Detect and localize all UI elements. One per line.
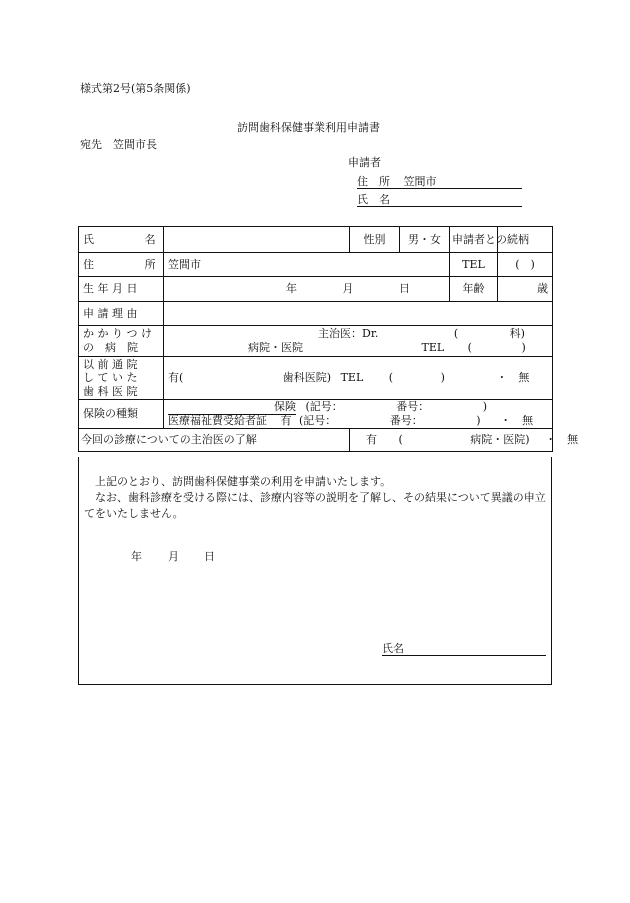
family-tel-open: ( xyxy=(467,341,472,354)
insurance-label: 保険の種類 xyxy=(79,400,164,429)
declaration-year: 年 xyxy=(131,550,142,563)
row-consent xyxy=(79,429,553,452)
birth-value xyxy=(164,277,450,302)
name-label: 氏 名 xyxy=(79,227,164,253)
row-family-doctor xyxy=(79,326,553,357)
doctor-text: 主治医：Dr. xyxy=(318,327,379,341)
welfare-close: ) xyxy=(476,413,481,427)
row-birth xyxy=(79,277,553,302)
address-label: 住 所 xyxy=(79,253,164,277)
family-doctor-line-2 xyxy=(168,341,548,355)
applicant-name-line xyxy=(357,194,522,207)
age-label: 年齢 xyxy=(450,277,498,302)
address-tel-value: ( ) xyxy=(498,253,553,277)
welfare-number-label: 番号： xyxy=(389,413,423,427)
row-name xyxy=(79,227,553,253)
previous-dentist-value xyxy=(164,357,553,400)
declaration-month: 月 xyxy=(168,550,179,563)
gender-label: 性別 xyxy=(350,227,400,253)
previous-dentist-label-1: 以 前 通 院 xyxy=(83,358,138,372)
applicant-address-value: 笠間市 xyxy=(403,175,437,188)
family-tel-label: TEL xyxy=(421,341,445,354)
consent-have: 有 xyxy=(366,433,377,447)
insurance-line-1 xyxy=(168,401,548,415)
relation-label xyxy=(450,227,529,253)
welfare-none: ・ 無 xyxy=(500,413,534,427)
reason-label: 申 請 理 由 xyxy=(79,302,164,326)
consent-paren: ( xyxy=(398,433,403,447)
birth-month: 月 xyxy=(342,282,354,296)
addressee: 宛先 笠間市長 xyxy=(80,138,157,151)
dept-paren-close: 科) xyxy=(509,327,525,341)
relation-label-text: 申請者との続柄 xyxy=(452,232,529,246)
consent-value xyxy=(350,429,579,452)
family-doctor-value xyxy=(164,326,553,357)
insurance-symbol-label: (記号： xyxy=(305,399,343,413)
previous-tel-close: ) xyxy=(440,371,445,385)
row-previous-dentist xyxy=(79,357,553,400)
address-value: 笠間市 xyxy=(164,253,450,277)
family-doctor-line-1 xyxy=(168,327,548,341)
declaration-para-1: 上記のとおり、訪問歯科保健事業の利用を申請いたします。 xyxy=(95,475,392,488)
row-insurance xyxy=(79,400,553,429)
applicant-address-line xyxy=(357,176,522,189)
family-doctor-label-2: の 病 院 xyxy=(83,341,138,354)
welfare-cert-label: 医療福祉費受給者証 xyxy=(168,413,267,427)
insurance-type-label: 保険 xyxy=(274,399,296,413)
row-address xyxy=(79,253,553,277)
reason-value xyxy=(164,302,553,326)
form-number: 様式第2号(第5条関係) xyxy=(80,82,191,95)
applicant-heading: 申請者 xyxy=(348,156,381,169)
birth-year: 年 xyxy=(286,282,297,296)
consent-hospital: 病院・医院) xyxy=(470,433,530,447)
previous-tel-open: ( xyxy=(388,371,394,385)
applicant-name-label: 氏 名 xyxy=(357,193,390,206)
previous-dental-clinic: 歯科医院) xyxy=(282,371,332,385)
insurance-number-label: 番号： xyxy=(396,399,430,413)
family-tel-close: ) xyxy=(521,341,526,354)
insurance-close: ) xyxy=(482,399,488,413)
welfare-symbol-label: (記号： xyxy=(299,413,337,427)
row-reason xyxy=(79,302,553,326)
previous-dentist-label-2: し て い た xyxy=(83,371,138,385)
family-doctor-label-1: か か り つ け xyxy=(83,327,152,341)
hospital-clinic: 病院・医院 xyxy=(248,341,303,354)
gender-options: 男・女 xyxy=(400,227,450,253)
name-value xyxy=(164,227,350,253)
applicant-address-label: 住 所 xyxy=(357,175,390,188)
previous-have: 有( xyxy=(168,371,184,385)
welfare-have: 有 xyxy=(280,413,292,427)
page-title: 訪問歯科保健事業利用申請書 xyxy=(237,121,380,134)
birth-day: 日 xyxy=(399,282,410,296)
family-doctor-label xyxy=(79,326,164,357)
consent-label: 今回の診療についての主治医の了解 xyxy=(79,429,350,452)
birth-label: 生 年 月 日 xyxy=(79,277,164,302)
previous-tel-label: TEL xyxy=(340,371,364,385)
insurance-line-2 xyxy=(168,415,548,428)
consent-none: ・ 無 xyxy=(545,433,579,447)
address-tel-label: TEL xyxy=(450,253,498,277)
signature-label: 氏名 xyxy=(382,642,404,655)
declaration-day: 日 xyxy=(204,550,215,563)
application-table xyxy=(78,226,579,452)
previous-none: ・ 無 xyxy=(496,371,530,385)
declaration-para-2: なお、歯科診療を受ける際には、診療内容等の説明を了解し、その結果について異議の申立てをいたしません。 xyxy=(84,491,546,520)
previous-dentist-label xyxy=(79,357,164,400)
signature-line xyxy=(382,643,546,656)
dept-paren-open: ( xyxy=(453,327,459,341)
previous-dentist-label-3: 歯 科 医 院 xyxy=(83,384,138,398)
age-unit: 歳 xyxy=(498,277,553,302)
insurance-type-blank xyxy=(168,401,296,415)
insurance-value xyxy=(164,400,553,429)
